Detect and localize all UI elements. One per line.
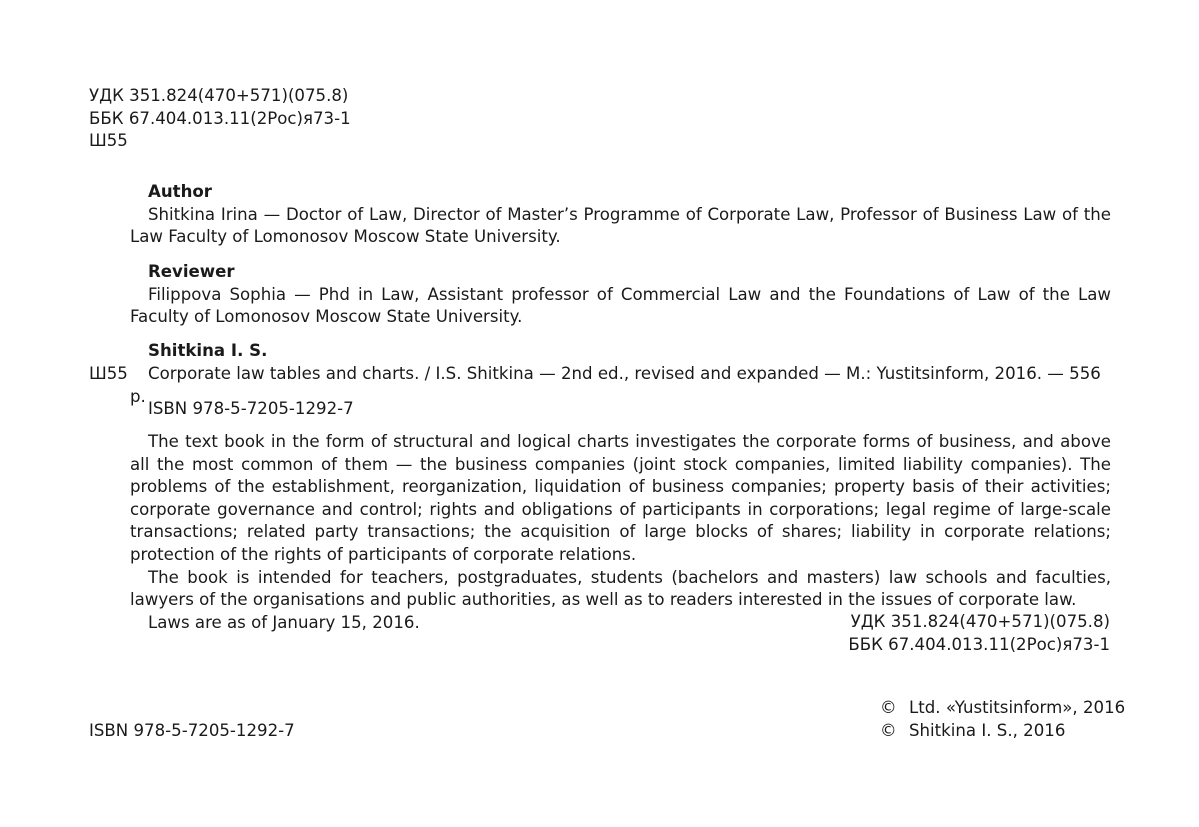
copyright-icon: ©	[880, 698, 897, 717]
bbk-code: ББК 67.404.013.11(2Рос)я73-1	[89, 108, 351, 128]
abstract-paragraph-1: The text book in the form of structural and logical charts investigates the corporate forms of business, and above all the most common of them — the business companies (joint stock companies, limited liability companies). The problems of the establishment, reorganization, liquidation of business companies; property basis of their activities; corporate governance and control; rights and obligations of participants in corporations; legal regime of large-scale transactions; related party transactions; the acquisition of large blocks of shares; liability in corporate relations; protection of the rights of participants of corporate relations.	[130, 432, 1111, 564]
reviewer-section	[130, 261, 1111, 329]
author-section	[130, 181, 1111, 249]
book-code: Ш55	[89, 364, 128, 383]
abstract-paragraph-3: Laws are as of January 15, 2016.	[148, 612, 420, 632]
copyright-block	[880, 697, 1125, 742]
book-isbn-section	[130, 398, 1111, 421]
copyright-author: Shitkina I. S., 2016	[909, 720, 1066, 740]
author-text: Shitkina Irina — Doctor of Law, Director of Master’s Programme of Corporate Law, Professor of Business Law of the Law Faculty of Lomonosov Moscow State University.	[130, 204, 1111, 247]
bottom-right-classification	[848, 611, 1110, 656]
copyright-icon: ©	[880, 720, 897, 740]
bottom-udk-code: УДК 351.824(470+571)(075.8)	[850, 612, 1110, 631]
bottom-bbk-code: ББК 67.404.013.11(2Рос)я73-1	[848, 634, 1110, 654]
copyright-line-2	[880, 720, 1125, 743]
reviewer-heading: Reviewer	[148, 262, 235, 281]
book-isbn: ISBN 978-5-7205-1292-7	[148, 399, 354, 418]
udk-code: УДК 351.824(470+571)(075.8)	[89, 86, 349, 105]
abstract-paragraph-2: The book is intended for teachers, postgraduates, students (bachelors and masters) law schools and faculties, lawyers of the organisations and public authorities, as well as to readers interested in the issues of corporate law.	[130, 567, 1111, 610]
copyright-line-1	[880, 697, 1125, 720]
book-citation: Corporate law tables and charts. / I.S. Shitkina — 2nd ed., revised and expanded — M.: Yustitsinform, 2016. — 556 p.	[130, 364, 1101, 406]
author-heading: Author	[148, 182, 212, 201]
reviewer-text: Filippova Sophia — Phd in Law, Assistant professor of Commercial Law and the Foundations of Law of the Law Faculty of Lomonosov Moscow State University.	[130, 284, 1111, 327]
copyright-publisher: Ltd. «Yustitsinform», 2016	[909, 698, 1126, 717]
classification-block	[89, 85, 351, 153]
book-author-heading: Shitkina I. S.	[148, 341, 268, 360]
book-heading-section	[130, 340, 1111, 363]
footer-isbn: ISBN 978-5-7205-1292-7	[89, 721, 295, 740]
abstract-section	[130, 431, 1111, 634]
author-sign-code: Ш55	[89, 131, 128, 151]
